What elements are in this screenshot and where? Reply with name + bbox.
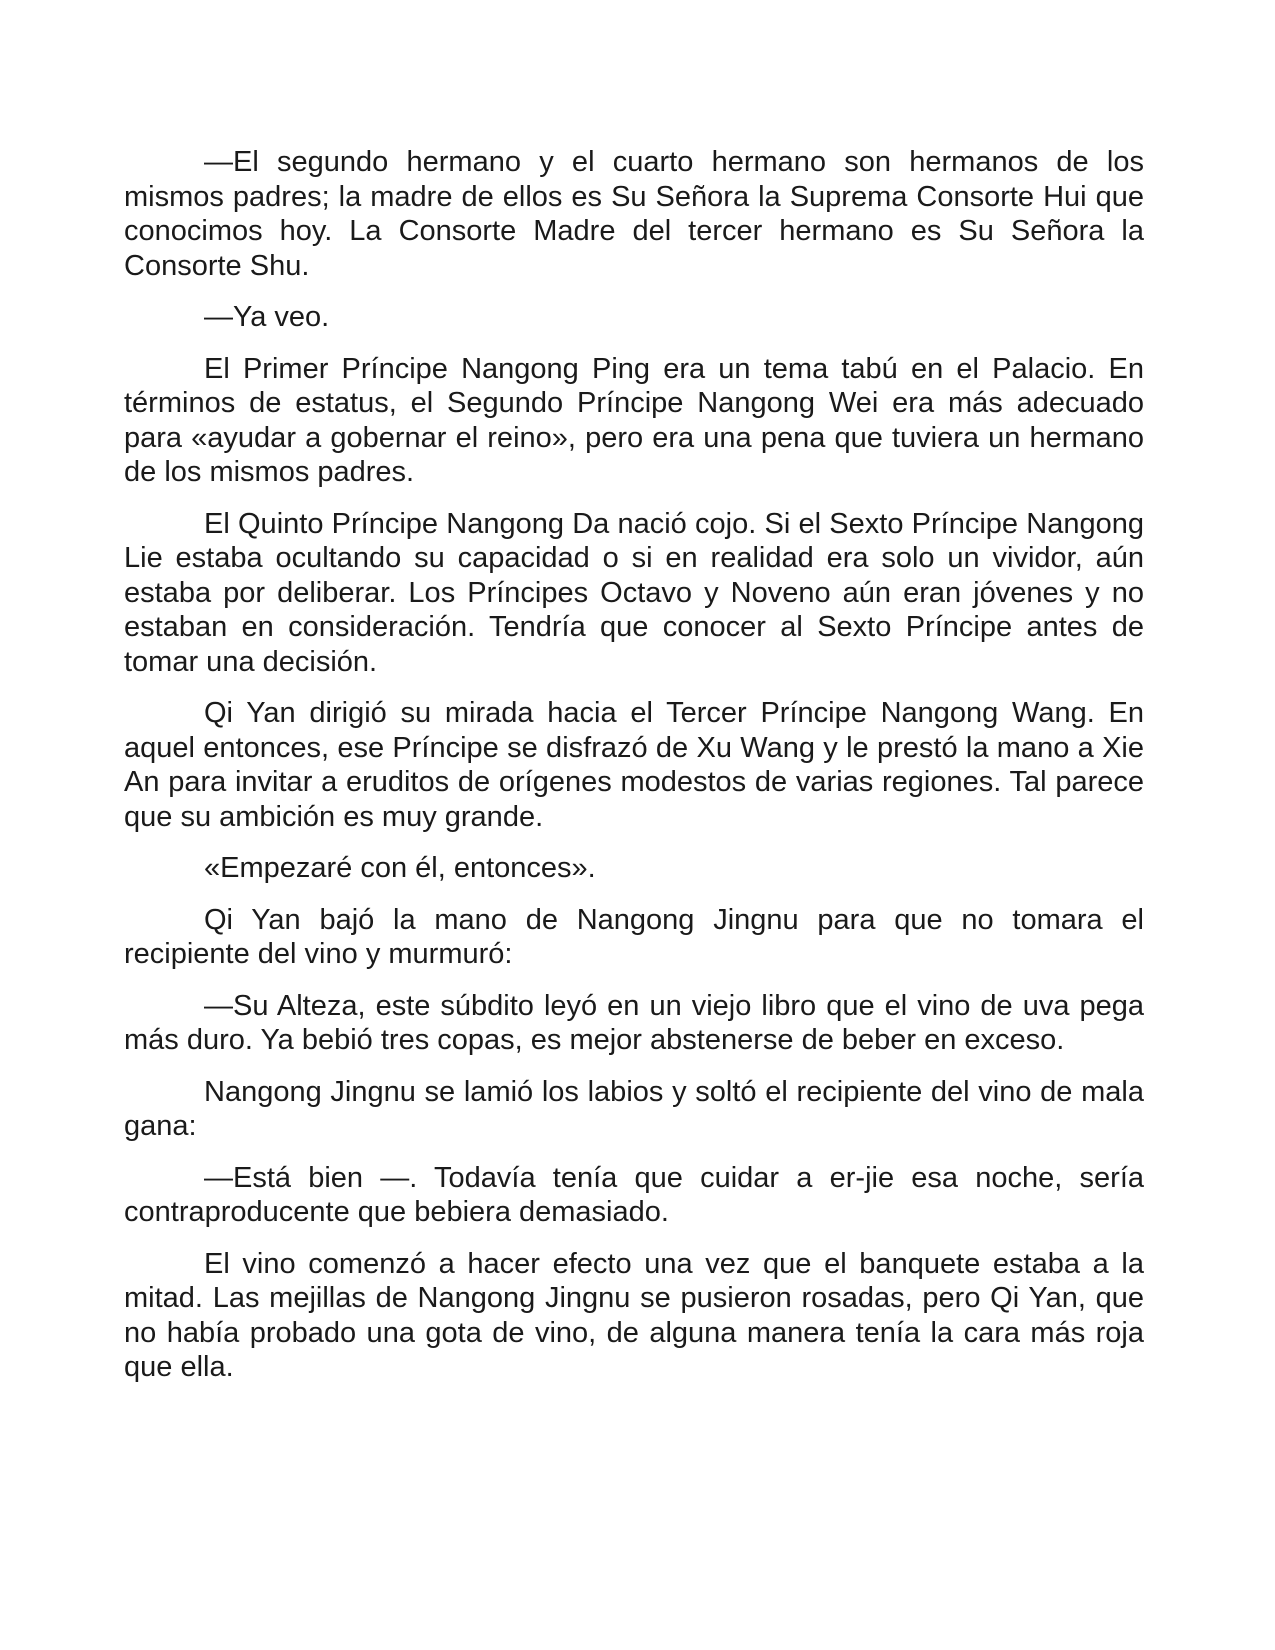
paragraph-11: El vino comenzó a hacer efecto una vez que el banquete estaba a la mitad. Las mejillas de Nangong Jingnu se pusieron rosadas, pero Qi Yan, que no había probado una gota de vino, de alguna manera tenía la cara más roja que ella. — [124, 1247, 1144, 1383]
paragraph-5: Qi Yan dirigió su mirada hacia el Tercer Príncipe Nangong Wang. En aquel entonces, ese Príncipe se disfrazó de Xu Wang y le prestó la mano a Xie An para invitar a eruditos de orígenes modestos de varias regiones. Tal parece que su ambición es muy grande. — [124, 697, 1144, 833]
paragraph-10: —Está bien —. Todavía tenía que cuidar a er-jie esa noche, sería contraproducente que bebiera demasiado. — [124, 1161, 1144, 1228]
paragraph-6: «Empezaré con él, entonces». — [204, 852, 596, 884]
paragraph-9: Nangong Jingnu se lamió los labios y soltó el recipiente del vino de mala gana: — [124, 1075, 1144, 1142]
paragraph-8: —Su Alteza, este súbdito leyó en un viejo libro que el vino de uva pega más duro. Ya bebió tres copas, es mejor abstenerse de beber en exceso. — [124, 989, 1144, 1056]
paragraph-7: Qi Yan bajó la mano de Nangong Jingnu para que no tomara el recipiente del vino y murmuró: — [124, 903, 1144, 970]
paragraph-4: El Quinto Príncipe Nangong Da nació cojo. Si el Sexto Príncipe Nangong Lie estaba ocultando su capacidad o si en realidad era solo un vividor, aún estaba por deliberar. Los Príncipes Octavo y Noveno aún eran jóvenes y no estaban en consideración. Tendría que conocer al Sexto Príncipe antes de tomar una decisión. — [124, 507, 1144, 678]
paragraph-3: El Primer Príncipe Nangong Ping era un tema tabú en el Palacio. En términos de estatus, el Segundo Príncipe Nangong Wei era más adecuado para «ayudar a gobernar el reino», pero era una pena que tuviera un hermano de los mismos padres. — [124, 352, 1144, 488]
page-body — [124, 145, 1144, 1402]
paragraph-1: —El segundo hermano y el cuarto hermano son hermanos de los mismos padres; la madre de ellos es Su Señora la Suprema Consorte Hui que conocimos hoy. La Consorte Madre del tercer hermano es Su Señora la Consorte Shu. — [124, 146, 1144, 282]
paragraph-2: —Ya veo. — [204, 301, 330, 333]
